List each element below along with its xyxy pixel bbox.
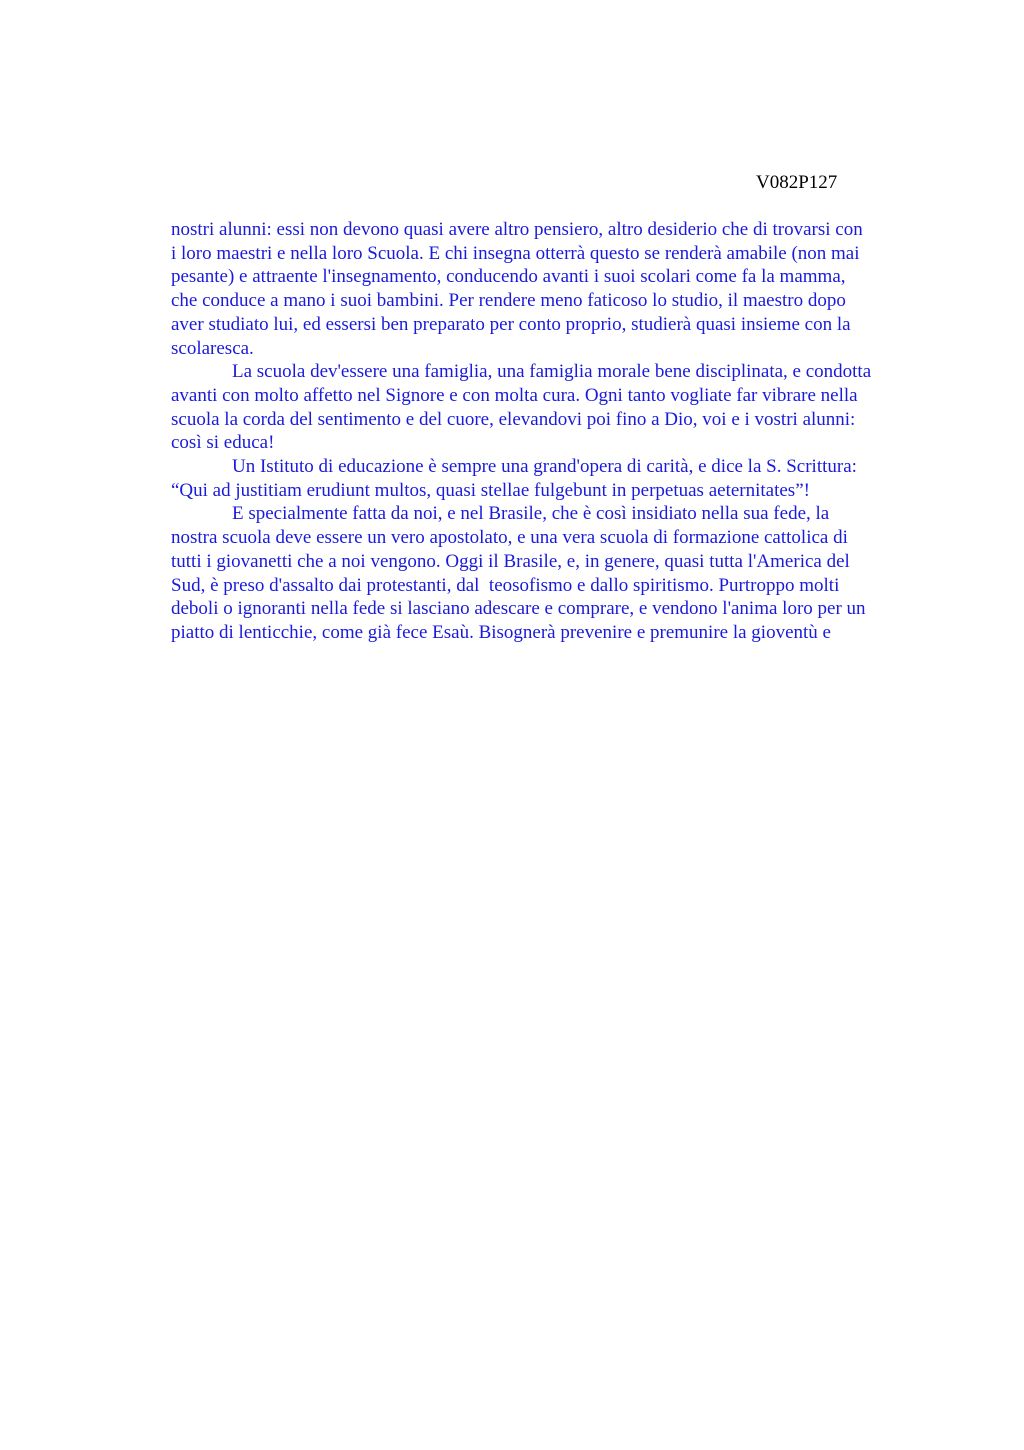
text-line: Sud, è preso d'assalto dai protestanti, dal teosofismo e dallo spiritismo. Purtroppo molti bbox=[171, 574, 840, 596]
text-line: scolaresca. bbox=[171, 337, 254, 359]
text-line: che conduce a mano i suoi bambini. Per rendere meno faticoso lo studio, il maestro dopo bbox=[171, 290, 846, 312]
text-line: i loro maestri e nella loro Scuola. E chi insegna otterrà questo se renderà amabile (non mai bbox=[171, 242, 860, 264]
text-line: avanti con molto affetto nel Signore e con molta cura. Ogni tanto vogliate far vibrare nella bbox=[171, 384, 858, 406]
text-line: piatto di lenticchie, come già fece Esaù. Bisognerà prevenire e premunire la gioventù e bbox=[171, 621, 831, 643]
text-line: Un Istituto di educazione è sempre una grand'opera di carità, e dice la S. Scrittura: bbox=[232, 456, 857, 478]
text-line: La scuola dev'essere una famiglia, una famiglia morale bene disciplinata, e condotta bbox=[232, 361, 872, 383]
text-line: “Qui ad justitiam erudiunt multos, quasi stellae fulgebunt in perpetuas aeternitates”! bbox=[171, 479, 810, 501]
body-text bbox=[171, 218, 931, 645]
text-line: aver studiato lui, ed essersi ben preparato per conto proprio, studierà quasi insieme con la bbox=[171, 313, 851, 335]
text-line: tutti i giovanetti che a noi vengono. Oggi il Brasile, e, in genere, quasi tutta l'America del bbox=[171, 550, 850, 572]
text-line: nostri alunni: essi non devono quasi avere altro pensiero, altro desiderio che di trovarsi con bbox=[171, 219, 863, 240]
text-line: scuola la corda del sentimento e del cuore, elevandovi poi fino a Dio, voi e i vostri alunni: bbox=[171, 408, 856, 430]
text-line: pesante) e attraente l'insegnamento, conducendo avanti i suoi scolari come fa la mamma, bbox=[171, 266, 846, 288]
text-line: così si educa! bbox=[171, 432, 275, 454]
text-line: E specialmente fatta da noi, e nel Brasile, che è così insidiato nella sua fede, la bbox=[232, 503, 830, 525]
page-identifier: V082P127 bbox=[756, 172, 838, 193]
text-line: deboli o ignoranti nella fede si lasciano adescare e comprare, e vendono l'anima loro per un bbox=[171, 598, 866, 620]
text-line: nostra scuola deve essere un vero apostolato, e una vera scuola di formazione cattolica di bbox=[171, 527, 848, 549]
